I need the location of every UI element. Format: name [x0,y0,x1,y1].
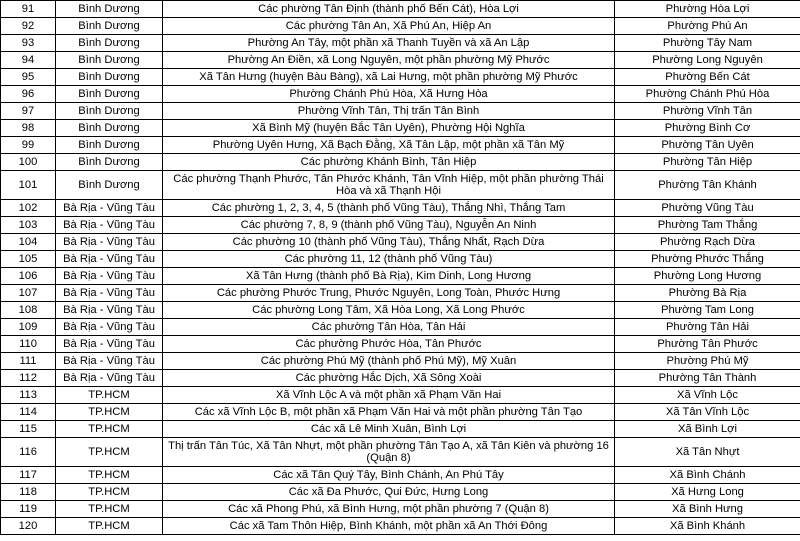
province-cell: Bà Rịa - Vũng Tàu [56,336,163,353]
merged-units-cell: Các xã Đa Phước, Qui Đức, Hưng Long [163,484,615,501]
new-unit-cell: Phường Rạch Dừa [615,234,800,251]
merged-units-cell: Các xã Phong Phú, xã Bình Hưng, một phần phường 7 (Quận 8) [163,501,615,518]
new-unit-cell: Phường Tây Nam [615,35,800,52]
province-cell: TP.HCM [56,404,163,421]
table-row [1,404,800,421]
table-row [1,421,800,438]
province-cell: Bình Dương [56,137,163,154]
merged-units-cell: Các phường 1, 2, 3, 4, 5 (thành phố Vũng Tàu), Thắng Nhì, Thắng Tam [163,200,615,217]
table-row [1,18,800,35]
province-cell: Bà Rịa - Vũng Tàu [56,353,163,370]
row-number-cell: 97 [1,103,56,120]
merged-units-cell: Các phường Tân Định (thành phố Bến Cát), Hòa Lợi [163,1,615,18]
row-number-cell: 120 [1,518,56,535]
row-number-cell: 100 [1,154,56,171]
new-unit-cell: Phường Tam Long [615,302,800,319]
new-unit-cell: Phường Tam Thắng [615,217,800,234]
province-cell: TP.HCM [56,387,163,404]
table-body [1,1,800,535]
merged-units-cell: Các xã Lê Minh Xuân, Bình Lợi [163,421,615,438]
row-number-cell: 119 [1,501,56,518]
table-row [1,69,800,86]
row-number-cell: 116 [1,438,56,467]
merged-units-cell: Xã Vĩnh Lộc A và một phần xã Phạm Văn Hai [163,387,615,404]
province-cell: Bình Dương [56,154,163,171]
table-row [1,370,800,387]
province-cell: Bình Dương [56,52,163,69]
new-unit-cell: Xã Bình Khánh [615,518,800,535]
new-unit-cell: Phường Phước Thắng [615,251,800,268]
province-cell: TP.HCM [56,421,163,438]
new-unit-cell: Xã Tân Nhựt [615,438,800,467]
row-number-cell: 115 [1,421,56,438]
merged-units-cell: Các phường Thạnh Phước, Tân Phước Khánh, Tân Vĩnh Hiệp, một phần phường Thái Hòa và xã Thạnh Hội [163,171,615,200]
table-row [1,1,800,18]
row-number-cell: 107 [1,285,56,302]
merged-units-cell: Các phường Long Tâm, Xã Hòa Long, Xã Long Phước [163,302,615,319]
table-row [1,484,800,501]
new-unit-cell: Phường Bà Rịa [615,285,800,302]
province-cell: TP.HCM [56,484,163,501]
new-unit-cell: Xã Bình Lợi [615,421,800,438]
province-cell: TP.HCM [56,501,163,518]
new-unit-cell: Phường Hòa Lợi [615,1,800,18]
table-row [1,171,800,200]
province-cell: TP.HCM [56,518,163,535]
province-cell: Bình Dương [56,103,163,120]
new-unit-cell: Phường Tân Khánh [615,171,800,200]
merged-units-cell: Xã Bình Mỹ (huyện Bắc Tân Uyên), Phường Hội Nghĩa [163,120,615,137]
new-unit-cell: Phường Long Hương [615,268,800,285]
new-unit-cell: Xã Bình Hưng [615,501,800,518]
province-cell: Bình Dương [56,171,163,200]
row-number-cell: 114 [1,404,56,421]
new-unit-cell: Phường Tân Hải [615,319,800,336]
new-unit-cell: Phường Tân Thành [615,370,800,387]
merged-units-cell: Phường Chánh Phú Hòa, Xã Hưng Hòa [163,86,615,103]
row-number-cell: 94 [1,52,56,69]
row-number-cell: 110 [1,336,56,353]
merged-units-cell: Các phường 7, 8, 9 (thành phố Vũng Tàu), Nguyễn An Ninh [163,217,615,234]
merged-units-cell: Phường Vĩnh Tân, Thị trấn Tân Bình [163,103,615,120]
merged-units-cell: Xã Tân Hưng (huyện Bàu Bàng), xã Lai Hưng, một phần phường Mỹ Phước [163,69,615,86]
merged-units-cell: Các phường Phước Hòa, Tân Phước [163,336,615,353]
row-number-cell: 112 [1,370,56,387]
merged-units-cell: Các phường Khánh Bình, Tân Hiệp [163,154,615,171]
row-number-cell: 118 [1,484,56,501]
row-number-cell: 106 [1,268,56,285]
row-number-cell: 99 [1,137,56,154]
table-row [1,103,800,120]
row-number-cell: 91 [1,1,56,18]
row-number-cell: 98 [1,120,56,137]
table-row [1,200,800,217]
new-unit-cell: Phường Long Nguyên [615,52,800,69]
merged-units-cell: Phường Uyên Hưng, Xã Bạch Đằng, Xã Tân Lập, một phần xã Tân Mỹ [163,137,615,154]
province-cell: Bà Rịa - Vũng Tàu [56,319,163,336]
province-cell: Bình Dương [56,35,163,52]
table-row [1,217,800,234]
merged-units-cell: Các phường Tân An, Xã Phú An, Hiệp An [163,18,615,35]
merged-units-cell: Các phường 11, 12 (thành phố Vũng Tàu) [163,251,615,268]
row-number-cell: 102 [1,200,56,217]
new-unit-cell: Phường Bình Cơ [615,120,800,137]
table-row [1,137,800,154]
table-row [1,302,800,319]
new-unit-cell: Phường Bến Cát [615,69,800,86]
province-cell: Bình Dương [56,69,163,86]
province-cell: Bà Rịa - Vũng Tàu [56,268,163,285]
new-unit-cell: Phường Tân Hiệp [615,154,800,171]
row-number-cell: 96 [1,86,56,103]
new-unit-cell: Xã Vĩnh Lộc [615,387,800,404]
table-row [1,154,800,171]
new-unit-cell: Phường Chánh Phú Hòa [615,86,800,103]
table-row [1,268,800,285]
new-unit-cell: Xã Bình Chánh [615,467,800,484]
table-row [1,518,800,535]
merged-units-cell: Các phường Hắc Dịch, Xã Sông Xoài [163,370,615,387]
row-number-cell: 113 [1,387,56,404]
new-unit-cell: Phường Vũng Tàu [615,200,800,217]
province-cell: Bà Rịa - Vũng Tàu [56,234,163,251]
merged-units-cell: Các xã Tam Thôn Hiệp, Bình Khánh, một phần xã An Thới Đông [163,518,615,535]
merged-units-cell: Thị trấn Tân Túc, Xã Tân Nhựt, một phần phường Tân Tạo A, xã Tân Kiên và phường 16 (Quận 8) [163,438,615,467]
table-row [1,285,800,302]
new-unit-cell: Phường Vĩnh Tân [615,103,800,120]
table-row [1,387,800,404]
new-unit-cell: Phường Tân Uyên [615,137,800,154]
province-cell: Bình Dương [56,86,163,103]
new-unit-cell: Phường Phú An [615,18,800,35]
province-cell: Bà Rịa - Vũng Tàu [56,251,163,268]
table-row [1,35,800,52]
table-row [1,52,800,69]
row-number-cell: 104 [1,234,56,251]
table-row [1,501,800,518]
table-row [1,467,800,484]
merged-units-cell: Các xã Vĩnh Lộc B, một phần xã Phạm Văn Hai và một phần phường Tân Tạo [163,404,615,421]
province-cell: Bà Rịa - Vũng Tàu [56,370,163,387]
merged-units-cell: Các phường Tân Hòa, Tân Hải [163,319,615,336]
province-cell: Bà Rịa - Vũng Tàu [56,217,163,234]
province-cell: Bà Rịa - Vũng Tàu [56,302,163,319]
row-number-cell: 105 [1,251,56,268]
new-unit-cell: Xã Tân Vĩnh Lộc [615,404,800,421]
row-number-cell: 117 [1,467,56,484]
row-number-cell: 92 [1,18,56,35]
table-row [1,251,800,268]
table-row [1,86,800,103]
province-cell: Bình Dương [56,120,163,137]
row-number-cell: 95 [1,69,56,86]
row-number-cell: 103 [1,217,56,234]
table-row [1,438,800,467]
new-unit-cell: Xã Hưng Long [615,484,800,501]
merged-units-cell: Xã Tân Hưng (thành phố Bà Rịa), Kim Dinh, Long Hương [163,268,615,285]
row-number-cell: 109 [1,319,56,336]
province-cell: TP.HCM [56,467,163,484]
merged-units-cell: Các xã Tân Quý Tây, Bình Chánh, An Phú Tây [163,467,615,484]
new-unit-cell: Phường Phú Mỹ [615,353,800,370]
merged-units-cell: Các phường Phú Mỹ (thành phố Phú Mỹ), Mỹ Xuân [163,353,615,370]
row-number-cell: 93 [1,35,56,52]
table-row [1,319,800,336]
row-number-cell: 108 [1,302,56,319]
province-cell: Bình Dương [56,18,163,35]
table-row [1,234,800,251]
province-cell: Bình Dương [56,1,163,18]
table-row [1,353,800,370]
table-row [1,336,800,353]
merged-units-cell: Phường An Tây, một phần xã Thanh Tuyền và xã An Lập [163,35,615,52]
row-number-cell: 111 [1,353,56,370]
province-cell: Bà Rịa - Vũng Tàu [56,200,163,217]
row-number-cell: 101 [1,171,56,200]
province-cell: TP.HCM [56,438,163,467]
new-unit-cell: Phường Tân Phước [615,336,800,353]
merged-units-cell: Phường An Điền, xã Long Nguyên, một phần phường Mỹ Phước [163,52,615,69]
table-row [1,120,800,137]
merged-units-cell: Các phường 10 (thành phố Vũng Tàu), Thắng Nhất, Rạch Dừa [163,234,615,251]
province-cell: Bà Rịa - Vũng Tàu [56,285,163,302]
merged-units-cell: Các phường Phước Trung, Phước Nguyên, Long Toàn, Phước Hưng [163,285,615,302]
